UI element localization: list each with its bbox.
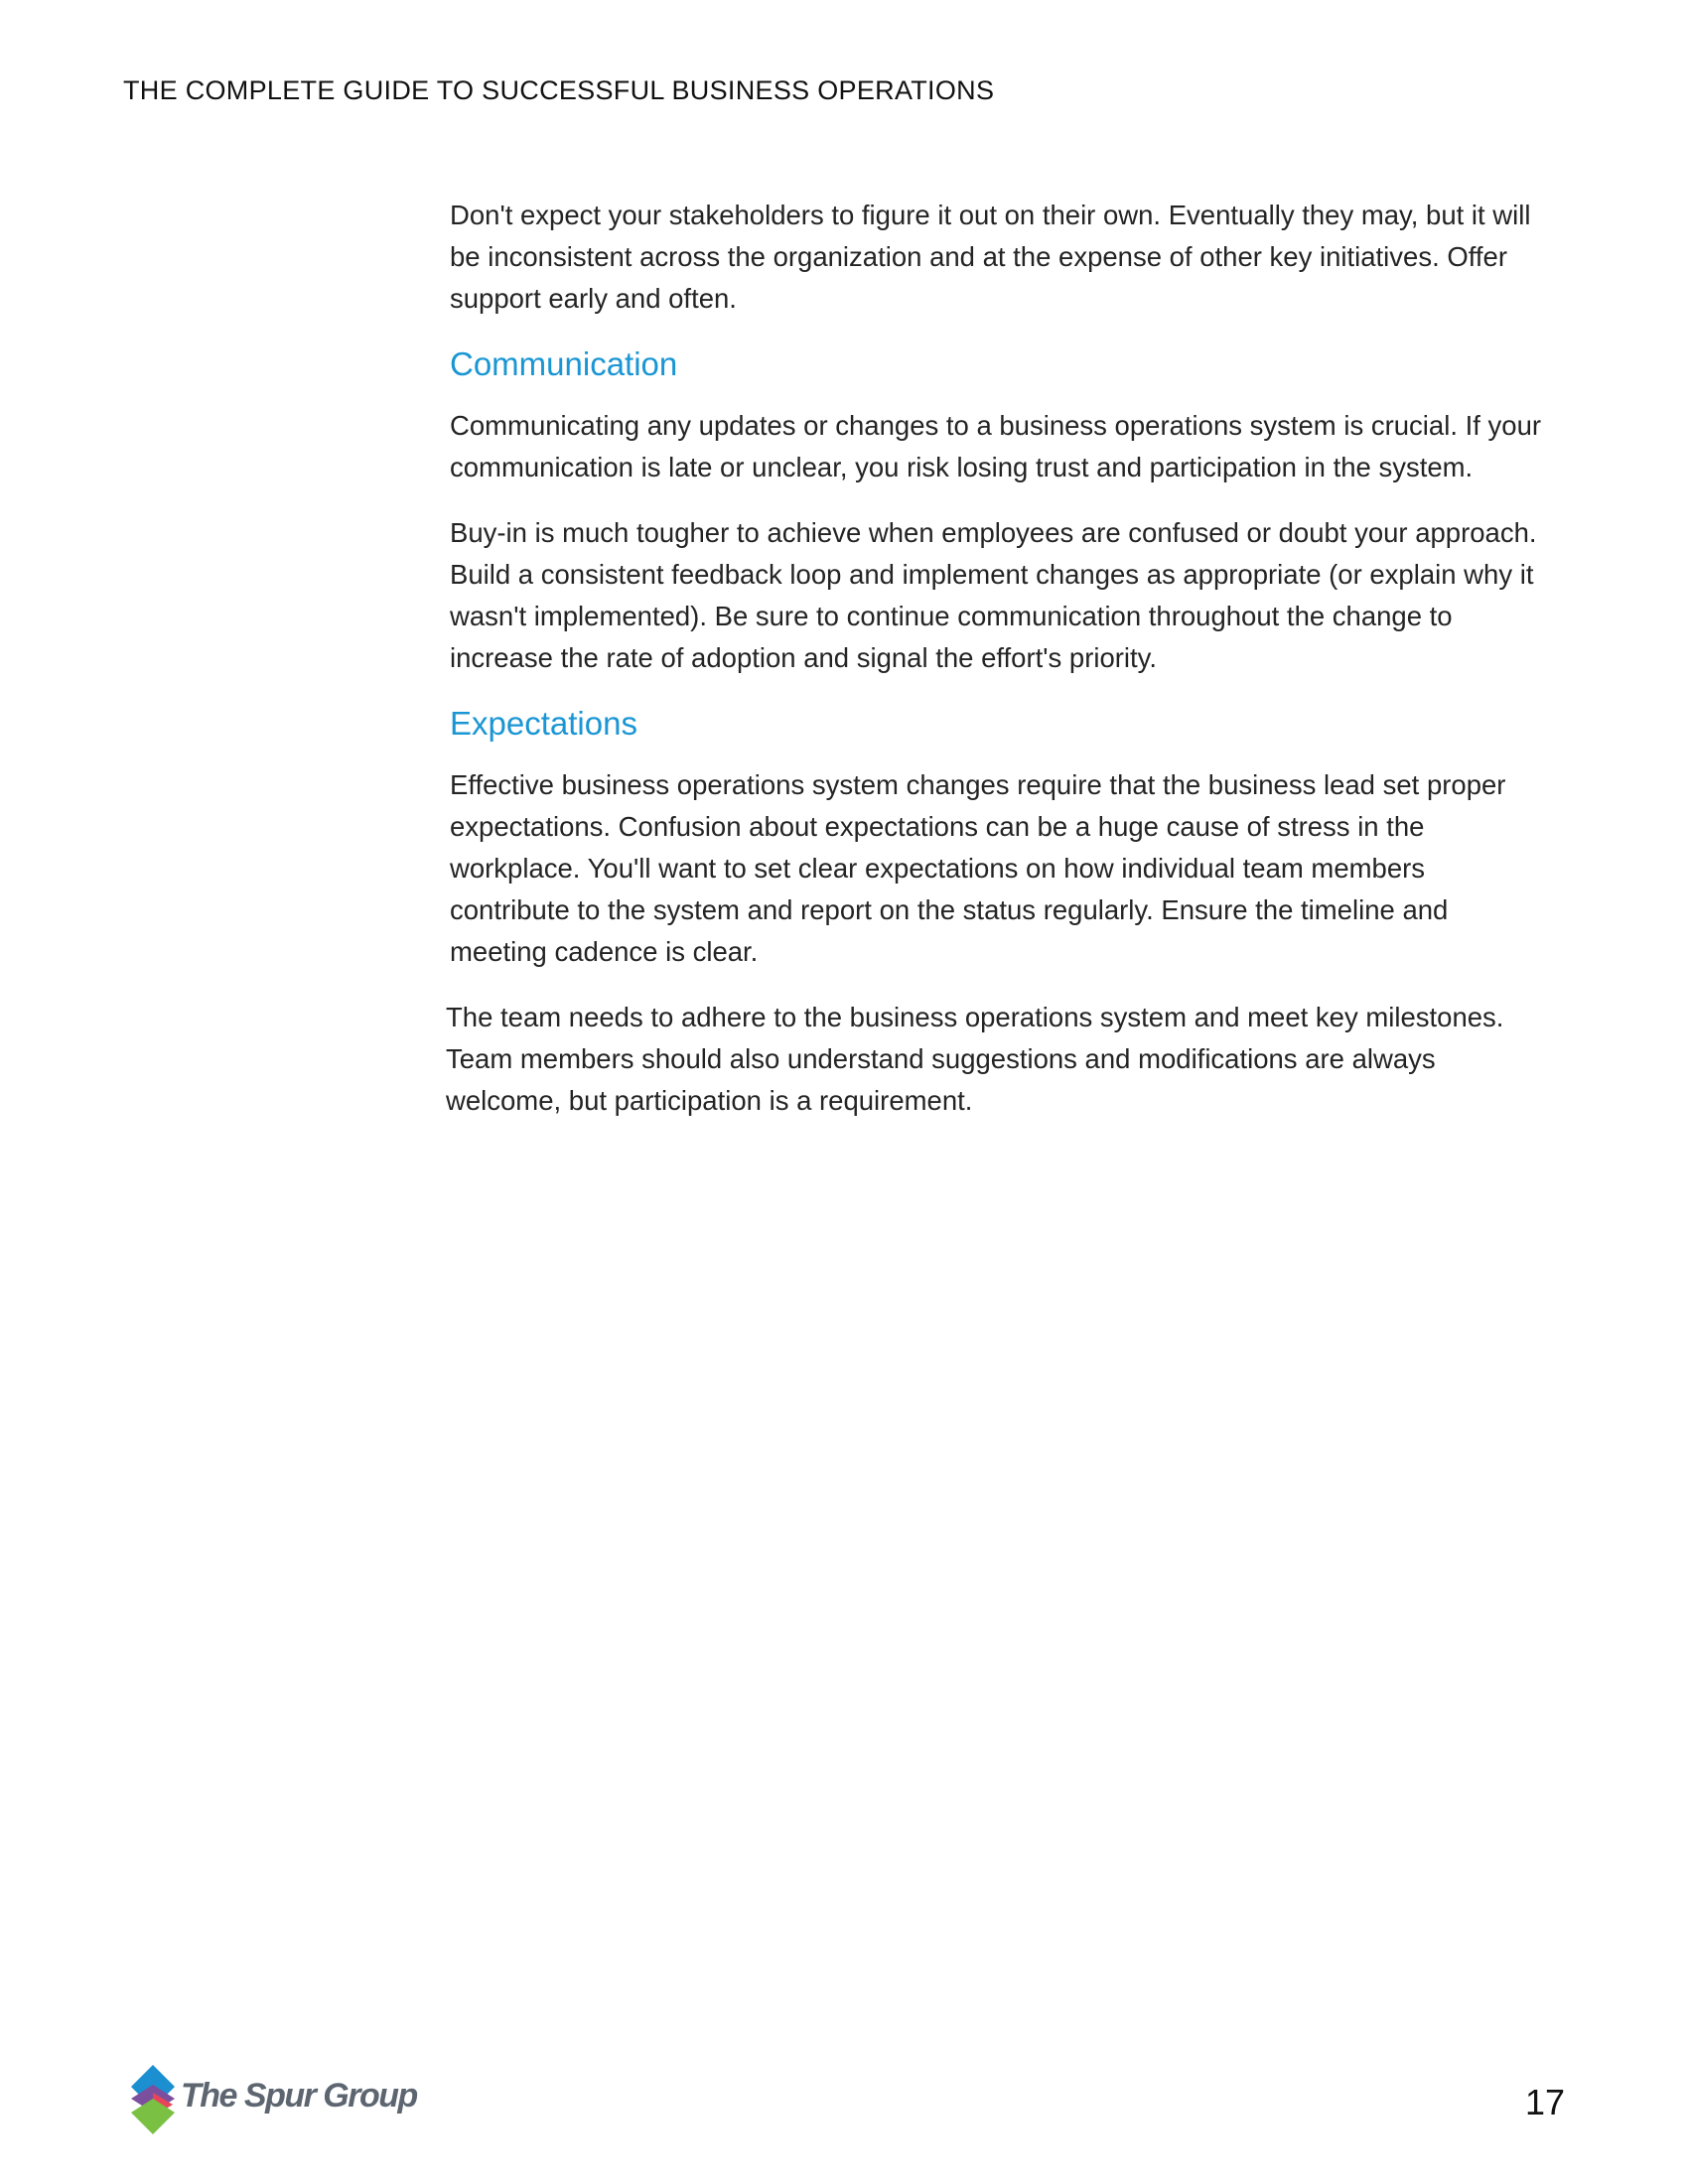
section-heading-communication: Communication xyxy=(450,345,678,382)
spur-group-logo-mark-icon xyxy=(123,2059,183,2138)
section-heading-expectations: Expectations xyxy=(450,705,637,742)
spur-group-logo xyxy=(123,2059,421,2138)
communication-paragraph-1: Communicating any updates or changes to a business operations system is crucial. If your communication is late or unclear, you risk losing trust and participation in the system. xyxy=(450,410,1542,482)
page-content xyxy=(446,195,1552,1146)
expectations-paragraph-2: The team needs to adhere to the business operations system and meet key milestones. Team members should also understand suggestions and modifications are always welcome, but participation is a requirement. xyxy=(446,1002,1504,1116)
logo-wordmark: The Spur Group xyxy=(181,2077,417,2115)
intro-paragraph: Don't expect your stakeholders to figure it out on their own. Eventually they may, but it will be inconsistent across the organization and at the expense of other key initiatives. Offer support early and often. xyxy=(450,200,1531,314)
communication-paragraph-2: Buy-in is much tougher to achieve when employees are confused or doubt your approach. Build a consistent feedback loop and implement changes as appropriate (or explain why it wasn't implemented). Be sure to continue communication throughout the change to increase the rate of adoption and signal the effort's priority. xyxy=(450,517,1537,673)
expectations-paragraph-1: Effective business operations system changes require that the business lead set proper expectations. Confusion about expectations can be a huge cause of stress in the workplace. You'll want to set clear expectations on how individual team members contribute to the system and report on the status regularly. Ensure the timeline and meeting cadence is clear. xyxy=(450,769,1506,967)
page-number: 17 xyxy=(1524,2082,1565,2122)
running-header: THE COMPLETE GUIDE TO SUCCESSFUL BUSINESS OPERATIONS xyxy=(123,75,995,105)
